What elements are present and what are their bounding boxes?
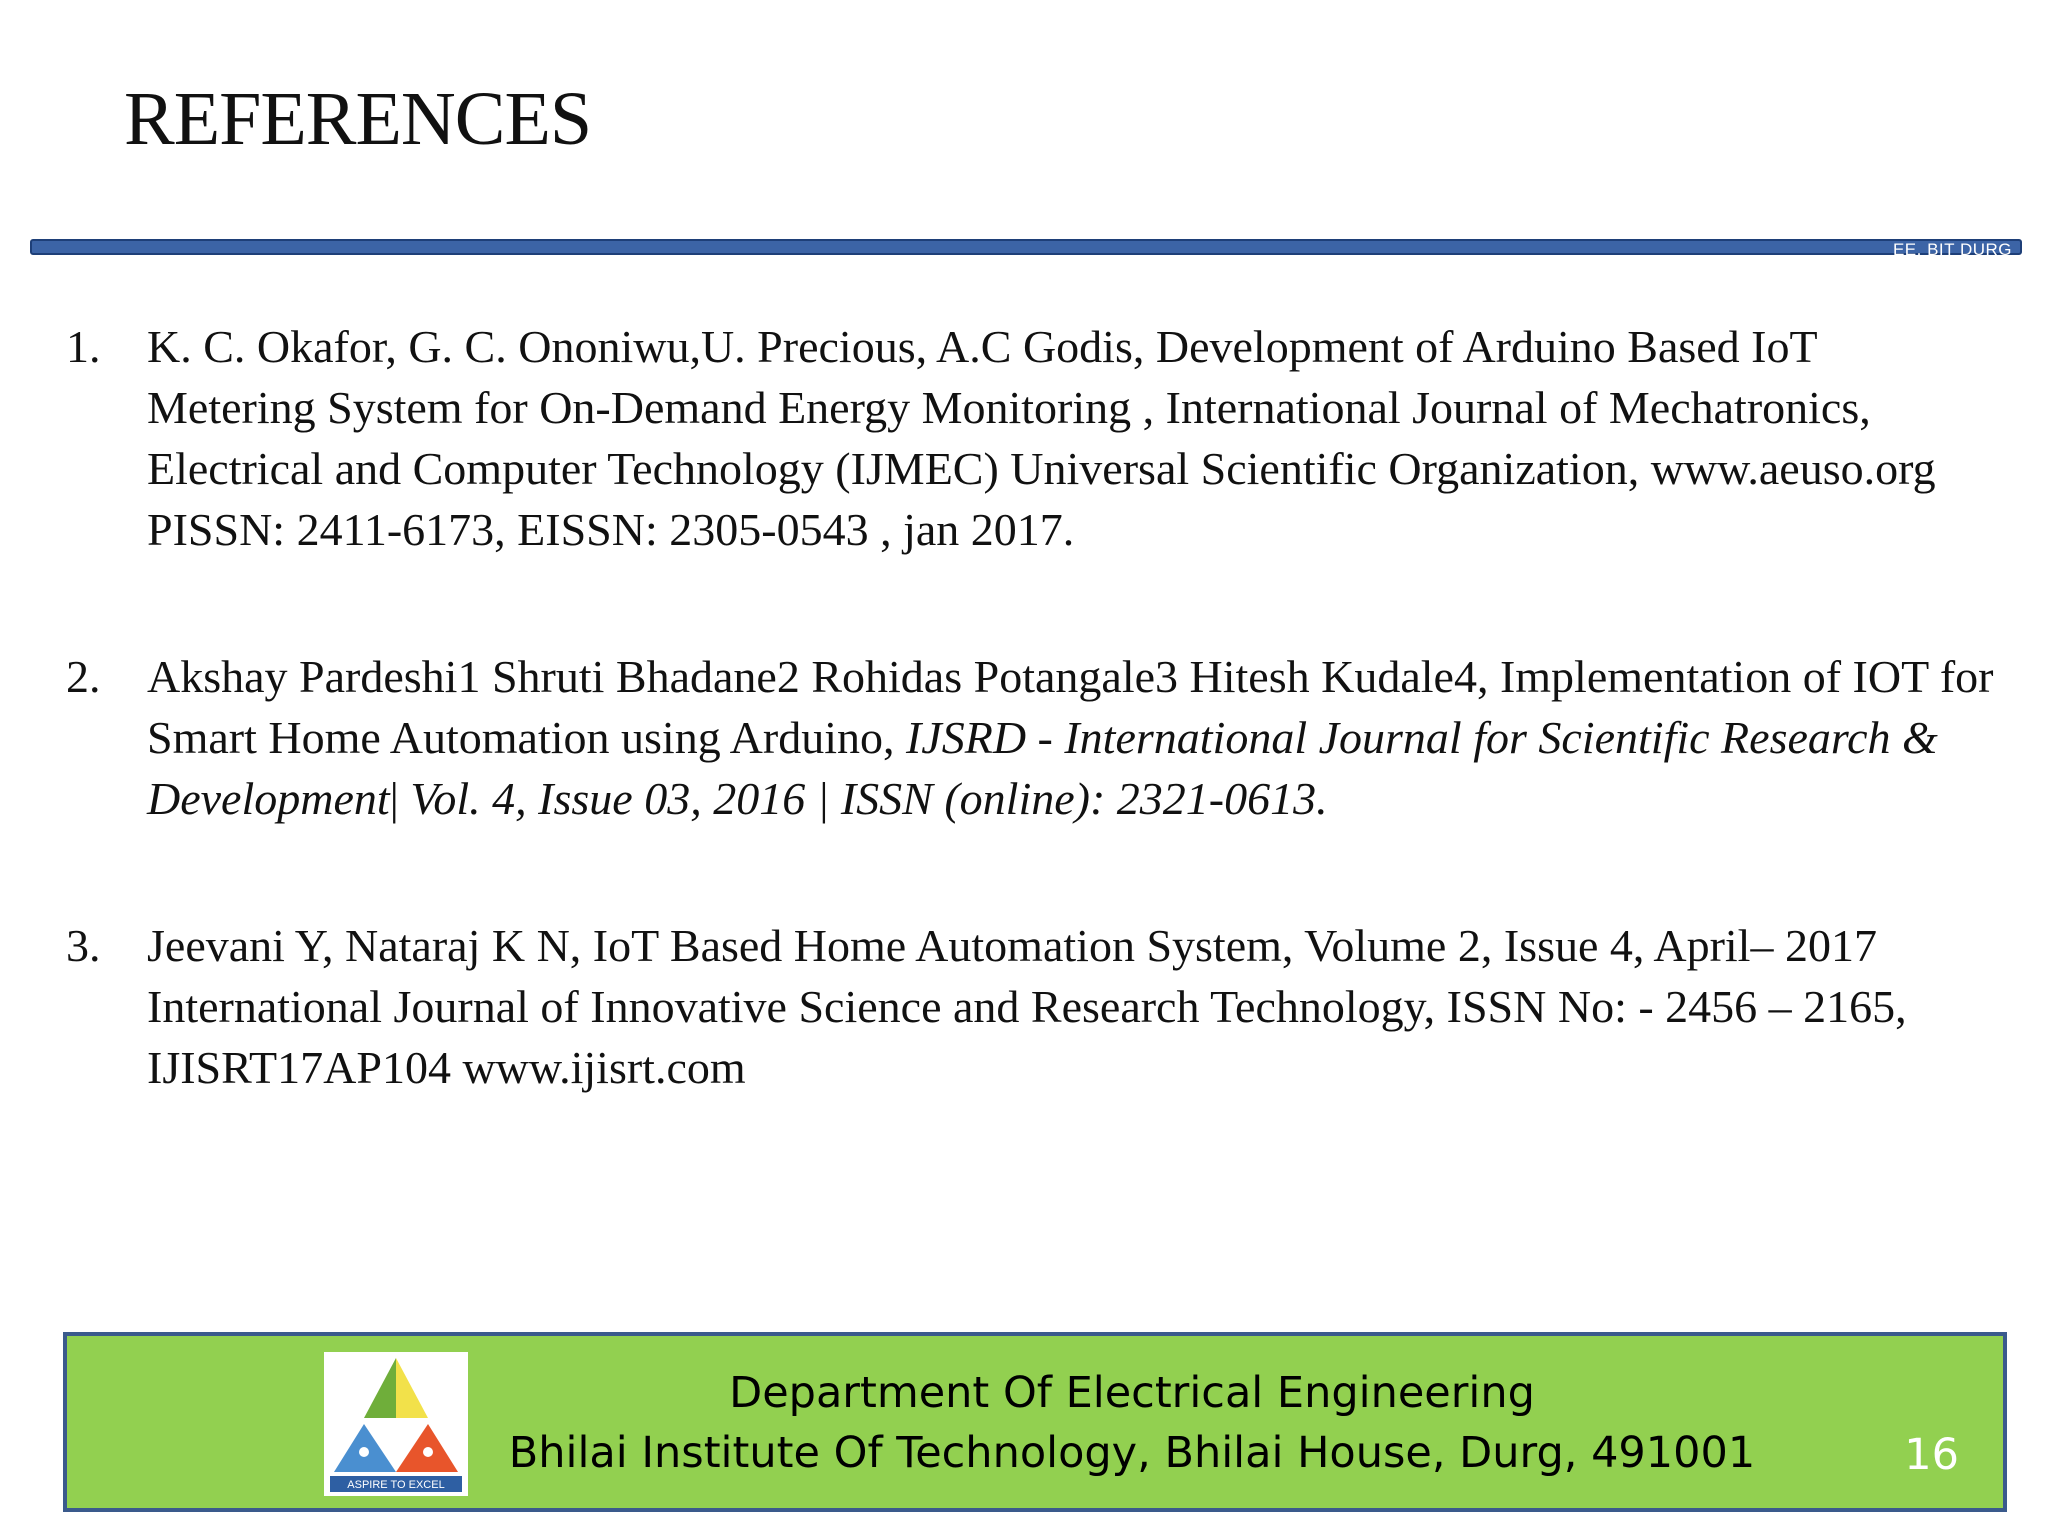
reference-text <box>147 651 1993 824</box>
reference-item <box>66 646 1996 829</box>
reference-number: 1. <box>66 321 101 372</box>
reference-item <box>66 316 1996 560</box>
header-divider <box>30 239 2022 255</box>
institute-address: Bhilai Institute Of Technology, Bhilai House, Durg, 491001 <box>508 1428 1756 1478</box>
department-name: Department Of Electrical Engineering <box>729 1368 1535 1418</box>
reference-authors-title: Akshay Pardeshi1 Shruti Bhadane2 Rohidas Potangale3 Hitesh Kudale4, Implementation of IOT for Smart Home Automation using Arduino, <box>147 651 1994 763</box>
reference-separator: | <box>389 773 411 824</box>
page-number: 16 <box>1904 1430 1959 1480</box>
reference-number: 2. <box>66 651 101 702</box>
reference-list <box>66 316 1996 1184</box>
reference-journal: IJSRD - International Journal for Scientific Research & Development <box>147 712 1938 824</box>
reference-volume-issn: Vol. 4, Issue 03, 2016 | ISSN (online): 2321-0613. <box>410 773 1328 824</box>
header-tag: EE, BIT DURG <box>1892 240 2012 259</box>
svg-text:ASPIRE TO EXCEL: ASPIRE TO EXCEL <box>347 1479 445 1491</box>
reference-text: K. C. Okafor, G. C. Ononiwu,U. Precious, A.C Godis, Development of Arduino Based IoT Metering System for On-Demand Energy Monitoring , International Journal of Mechatronics, Electrical and Computer Technology (IJMEC) Universal Scientific Organization, www.aeuso.org PISSN: 2411-6173, EISSN: 2305-0543 , jan 2017. <box>147 321 1936 555</box>
reference-number: 3. <box>66 920 101 971</box>
reference-text: Jeevani Y, Nataraj K N, IoT Based Home Automation System, Volume 2, Issue 4, April– 2017 International Journal of Innovative Science and Research Technology, ISSN No: - 2456 – 2165, IJISRT17AP104 www.ijisrt.com <box>147 920 1907 1093</box>
footer-banner <box>63 1332 2007 1512</box>
reference-item <box>66 915 1996 1098</box>
slide-title: REFERENCES <box>124 77 592 161</box>
